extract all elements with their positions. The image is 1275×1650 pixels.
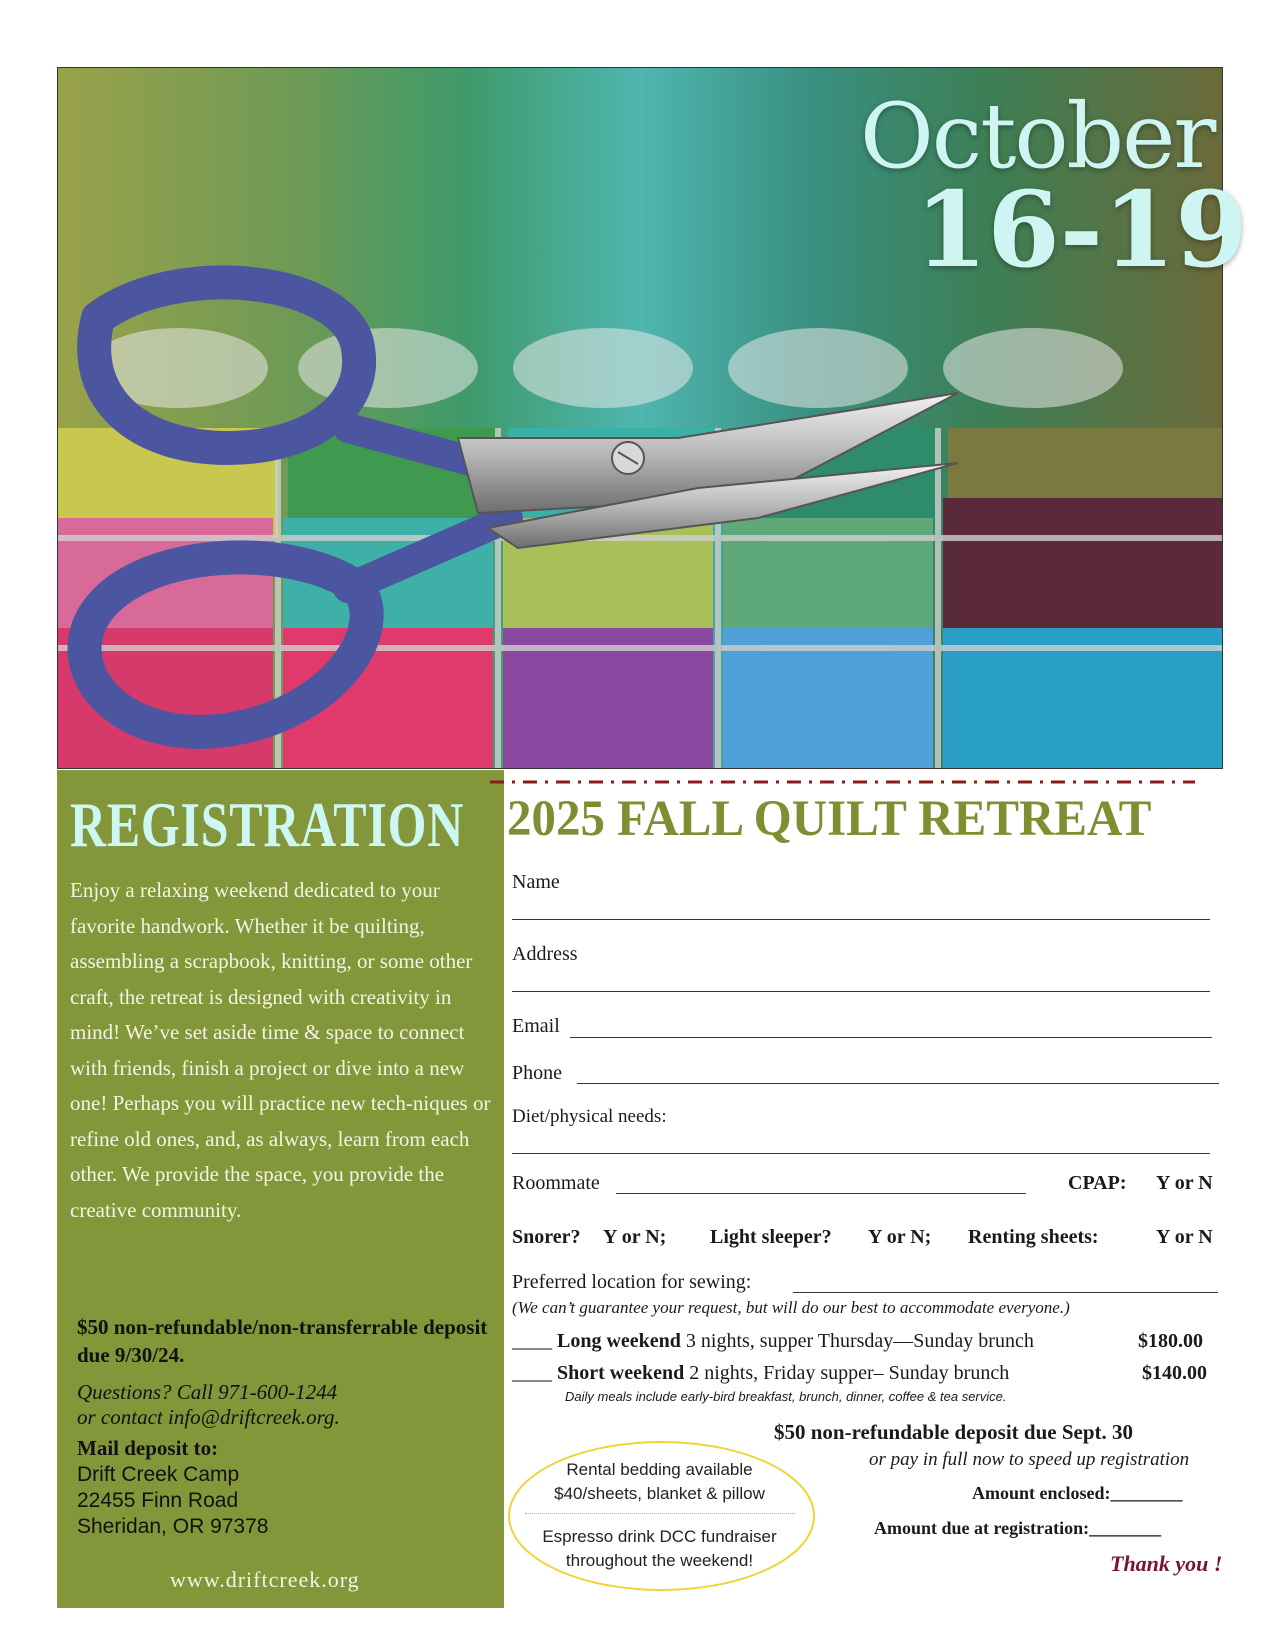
callout-divider	[525, 1513, 795, 1514]
cpap-options[interactable]: Y or N	[1156, 1172, 1213, 1194]
phone-field[interactable]	[577, 1083, 1219, 1084]
pay-full-note: or pay in full now to speed up registration	[869, 1449, 1190, 1470]
option-long-name: Long weekend	[557, 1330, 681, 1352]
option-short-weekend[interactable]	[512, 1362, 1009, 1385]
option-short-name: Short weekend	[557, 1362, 685, 1384]
sewing-note: (We can’t guarantee your request, but will do our best to accommodate everyone.)	[512, 1298, 1070, 1317]
registration-heading: REGISTRATION	[70, 789, 465, 860]
diet-field[interactable]	[512, 1153, 1210, 1154]
snorer-label: Snorer?	[512, 1226, 581, 1248]
mail-address	[77, 1462, 268, 1540]
amount-enclosed-field[interactable]: Amount enclosed:________	[972, 1483, 1183, 1503]
option-short-price: $140.00	[1142, 1362, 1207, 1384]
light-sleeper-options[interactable]: Y or N;	[868, 1226, 932, 1248]
amount-due-field[interactable]: Amount due at registration:________	[874, 1518, 1162, 1538]
option-long-weekend[interactable]	[512, 1330, 1034, 1353]
intro-paragraph: Enjoy a relaxing weekend dedicated to your favorite handwork. Whether it be quilting, assembling a scrapbook, knitting, or some other craft, the retreat is designed with creativity in mind! We’ve set aside time & space to connect with friends, finish a project or dive into a new one! Perhaps you will practice new tech-niques or refine old ones, and, as always, learn from each other. We provide the space, you provide the creative community.	[70, 878, 491, 1222]
meals-note: Daily meals include early-bird breakfast, brunch, dinner, coffee & tea service.	[565, 1389, 1007, 1404]
sewing-location-label: Preferred location for sewing:	[512, 1271, 752, 1293]
questions-email: or contact info@driftcreek.org.	[77, 1405, 340, 1429]
cpap-label: CPAP:	[1068, 1172, 1127, 1194]
thank-you: Thank you !	[1110, 1551, 1223, 1576]
name-label: Name	[512, 871, 560, 893]
renting-sheets-label: Renting sheets:	[968, 1226, 1099, 1248]
callout-espresso-line-2: throughout the weekend!	[565, 1551, 754, 1570]
mail-line-2: 22455 Finn Road	[77, 1489, 239, 1512]
option-short-blank[interactable]: ____	[512, 1362, 552, 1384]
email-label: Email	[512, 1015, 560, 1037]
address-field[interactable]	[512, 991, 1210, 992]
mail-line-1: Drift Creek Camp	[77, 1463, 240, 1486]
event-days: 16-19	[915, 168, 1248, 291]
snorer-options[interactable]: Y or N;	[603, 1226, 667, 1248]
roommate-label: Roommate	[512, 1172, 600, 1194]
address-label: Address	[512, 943, 578, 965]
diet-label: Diet/physical needs:	[512, 1106, 667, 1127]
event-month: October	[860, 84, 1215, 189]
sewing-location-field[interactable]	[793, 1292, 1218, 1293]
light-sleeper-label: Light sleeper?	[710, 1226, 832, 1248]
deposit-due: $50 non-refundable deposit due Sept. 30	[774, 1420, 1134, 1444]
event-title: 2025 FALL QUILT RETREAT	[507, 791, 1152, 847]
dashed-divider	[490, 780, 1195, 784]
questions-phone: Questions? Call 971-600-1244	[77, 1380, 338, 1404]
option-long-blank[interactable]: ____	[512, 1330, 552, 1352]
name-field[interactable]	[512, 919, 1210, 920]
phone-label: Phone	[512, 1062, 562, 1084]
website-link[interactable]: www.driftcreek.org	[170, 1567, 360, 1592]
callout-bedding-line-2: $40/sheets, blanket & pillow	[554, 1484, 765, 1503]
renting-sheets-options[interactable]: Y or N	[1156, 1226, 1213, 1248]
mail-heading: Mail deposit to:	[77, 1436, 219, 1460]
option-long-price: $180.00	[1138, 1330, 1203, 1352]
contact-info	[77, 1380, 340, 1430]
option-short-detail: 2 nights, Friday supper– Sunday brunch	[689, 1362, 1010, 1384]
callout-espresso-line-1: Espresso drink DCC fundraiser	[542, 1527, 777, 1546]
option-long-detail: 3 nights, supper Thursday—Sunday brunch	[685, 1330, 1034, 1352]
mail-line-3: Sheridan, OR 97378	[77, 1515, 269, 1538]
deposit-note: $50 non-refundable/non-transferrable deposit due 9/30/24.	[77, 1315, 488, 1367]
roommate-field[interactable]	[616, 1193, 1026, 1194]
email-field[interactable]	[570, 1037, 1212, 1038]
callout-bedding-line-1: Rental bedding available	[566, 1460, 753, 1479]
